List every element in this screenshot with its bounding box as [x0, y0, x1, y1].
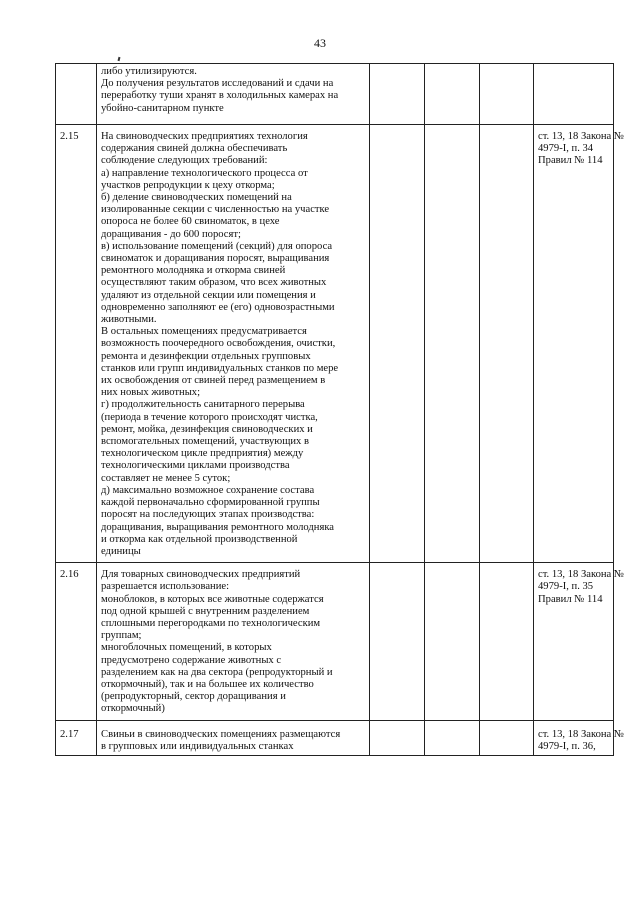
- empty-answer-cell: [370, 720, 425, 755]
- requirement-line: них новых животных;: [101, 387, 201, 399]
- clause-number: 2.17: [56, 720, 97, 755]
- requirement-line: Свиньи в свиноводческих помещениях размещаются: [101, 728, 341, 740]
- requirement-line: (репродукторный, сектор доращивания и: [101, 691, 286, 703]
- empty-answer-cell: [370, 125, 425, 563]
- requirement-line: участков репродукции к цеху откорма;: [101, 179, 275, 191]
- requirement-line: разрешается использование:: [101, 581, 230, 593]
- clause-number: 2.16: [56, 563, 97, 720]
- requirement-line: в) использование помещений (секций) для опороса: [101, 240, 333, 252]
- requirement-line: а) направление технологического процесса от: [101, 167, 308, 179]
- empty-answer-cell: [370, 563, 425, 720]
- requirement-line: До получения результатов исследований и сдачи на: [101, 78, 334, 90]
- requirement-line: разделением как на два сектора (репродукторный и: [101, 666, 333, 678]
- requirement-line: г) продолжительность санитарного перерыва: [101, 399, 305, 411]
- requirement-line: животными.: [101, 314, 157, 326]
- requirement-line: доращивания, выращивания ремонтного молодняка: [101, 521, 335, 533]
- requirement-line: Для товарных свиноводческих предприятий: [101, 569, 301, 581]
- requirement-line: откормочный): [101, 703, 165, 715]
- empty-answer-cell: [425, 125, 480, 563]
- reference-line: Правил № 114: [538, 155, 603, 167]
- empty-answer-cell: [480, 563, 534, 720]
- empty-answer-cell: [425, 563, 480, 720]
- clause-number: 2.15: [56, 125, 97, 563]
- requirement-line: предусмотрено содержание животных с: [101, 654, 282, 666]
- requirement-line: группам;: [101, 630, 142, 642]
- empty-answer-cell: [480, 720, 534, 755]
- requirement-line: технологическими циклами производства: [101, 460, 290, 472]
- requirement-line: ремонта и дезинфекции отдельных групповых: [101, 350, 311, 362]
- reference-line: 4979-I, п. 36,: [538, 740, 596, 752]
- legal-reference: [534, 125, 625, 563]
- requirements-table-body: [56, 64, 625, 756]
- requirement-line: В остальных помещениях предусматривается: [101, 326, 307, 338]
- requirement-line: удаляют из отдельной секции или помещения и: [101, 289, 316, 301]
- requirement-line: соблюдение следующих требований:: [101, 155, 268, 167]
- scan-mark: [118, 57, 121, 61]
- requirement-line: На свиноводческих предприятиях технология: [101, 131, 308, 142]
- empty-answer-cell: [370, 64, 425, 125]
- requirement-line: технологическом цикле предприятия) между: [101, 448, 304, 460]
- reference-line: ст. 13, 18 Закона №: [538, 728, 625, 740]
- table-row: [56, 125, 614, 563]
- page-number: 43: [314, 36, 326, 50]
- requirement-line: каждой первоначально сформированной группы: [101, 497, 320, 509]
- requirement-line: откормочный), так и на большее их количество: [101, 678, 314, 690]
- legal-reference: [534, 720, 625, 755]
- requirement-text: [97, 125, 370, 563]
- requirement-line: составляет не менее 5 суток;: [101, 472, 231, 484]
- requirement-line: под одной крышей с внутренним разделением: [101, 605, 310, 617]
- requirement-line: содержания свиней должна обеспечивать: [101, 143, 288, 155]
- requirement-line: (периода в течение которого происходят чистка,: [101, 411, 318, 423]
- requirement-line: возможность поочередного освобождения, очистки,: [101, 338, 336, 350]
- requirement-line: поросят на последующих этапах производства:: [101, 509, 315, 521]
- requirement-line: одновременно заполняют ее (его) одновозрастными: [101, 301, 335, 313]
- requirement-line: ремонтного молодняка и откорма свиней: [101, 265, 286, 277]
- empty-answer-cell: [480, 125, 534, 563]
- requirement-line: вспомогательных помещений, участвующих в: [101, 436, 309, 448]
- empty-answer-cell: [425, 720, 480, 755]
- requirement-line: либо утилизируются.: [101, 66, 197, 77]
- legal-reference: [534, 563, 625, 720]
- requirement-line: б) деление свиноводческих помещений на: [101, 192, 292, 204]
- requirement-line: убойно-санитарном пункте: [101, 102, 224, 114]
- requirement-line: опороса не более 60 свиноматок, в цехе: [101, 216, 280, 228]
- requirement-line: единицы: [101, 545, 141, 557]
- requirement-line: доращивания - до 600 поросят;: [101, 228, 241, 240]
- requirement-text: [97, 720, 370, 755]
- legal-reference: [534, 64, 614, 125]
- requirement-line: ремонт, мойка, дезинфекция свиноводческих и: [101, 423, 313, 435]
- requirement-line: моноблоков, в которых все животные содержатся: [101, 593, 324, 605]
- empty-answer-cell: [425, 64, 480, 125]
- requirement-line: переработку туши хранят в холодильных камерах на: [101, 90, 339, 102]
- reference-line: ст. 13, 18 Закона №: [538, 131, 625, 142]
- requirement-text: [97, 563, 370, 720]
- requirement-line: сплошными перегородками по технологическим: [101, 617, 321, 629]
- table-row: [56, 563, 614, 720]
- requirement-line: свиноматок и доращивания поросят, выращивания: [101, 253, 330, 265]
- requirement-line: осуществляют таким образом, что всех животных: [101, 277, 327, 289]
- reference-line: 4979-I, п. 34: [538, 143, 594, 155]
- requirement-line: изолированные секции с численностью на участке: [101, 204, 330, 216]
- requirement-line: и откорма как отдельной производственной: [101, 533, 298, 545]
- reference-line: Правил № 114: [538, 593, 603, 605]
- reference-line: 4979-I, п. 35: [538, 581, 594, 593]
- clause-number: [56, 64, 97, 125]
- table-row: [56, 720, 614, 755]
- requirement-line: станков или групп индивидуальных станков по мере: [101, 362, 339, 374]
- requirement-line: в групповых или индивидуальных станках: [101, 740, 294, 752]
- requirement-line: их освобождения от свиней перед размещением в: [101, 375, 326, 387]
- requirement-text: [97, 64, 370, 125]
- table-row: [56, 64, 614, 125]
- empty-answer-cell: [480, 64, 534, 125]
- requirements-table: [55, 63, 625, 756]
- requirement-line: д) максимально возможное сохранение состава: [101, 484, 315, 496]
- reference-line: ст. 13, 18 Закона №: [538, 569, 625, 581]
- requirement-line: многоблочных помещений, в которых: [101, 642, 272, 654]
